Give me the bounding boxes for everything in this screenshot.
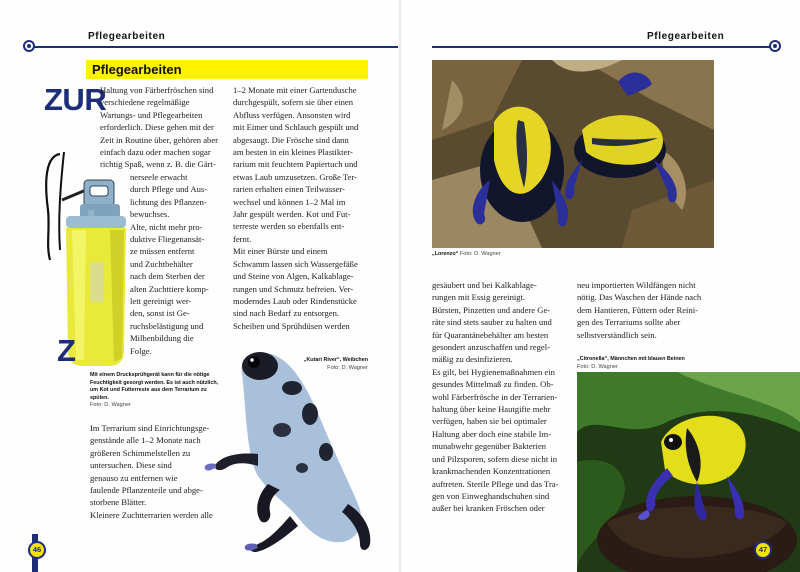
- left-col1-wrap: [130, 171, 222, 357]
- text-line: räte sind stets sauber zu halten und: [432, 317, 552, 328]
- text-line: gen von Einweghandschuhen sind: [432, 490, 550, 501]
- running-head-left: Pflegearbeiten: [88, 31, 166, 42]
- text-line: Im Terrarium sind Einrichtungsge-: [90, 423, 210, 433]
- text-line: duktive Fliegenansät-: [130, 234, 205, 245]
- text-line: genauso zu entfernen wie: [90, 472, 178, 483]
- text-line: Folge.: [130, 345, 152, 356]
- caption-credit: Foto: D. Wagner: [459, 251, 501, 257]
- caption-credit: Foto: D. Wagner: [577, 363, 618, 370]
- caption-text: „Kutari River“, Weibchen: [303, 357, 368, 363]
- text-line: krankmachenden Konzentrationen: [432, 466, 551, 477]
- text-line: außer bei kranken Fröschen oder: [432, 503, 545, 514]
- right-col1: [432, 279, 566, 515]
- citronella-caption: [577, 356, 777, 371]
- text-line: sind nach Bedarf zu entsorgen.: [233, 308, 340, 319]
- text-line: Milbenbildung die: [130, 333, 194, 344]
- text-line: bewuchses.: [130, 209, 170, 220]
- text-line: für Quarantänebehälter am besten: [432, 329, 549, 340]
- text-line: Bürsten, Pinzetten und andere Ge-: [432, 304, 551, 315]
- header-rule-cap-right: [769, 40, 781, 52]
- text-line: einfach dazu oder machen sogar: [100, 147, 211, 158]
- text-line: lett gereinigt wer-: [130, 296, 192, 307]
- text-line: wohl Färberfrösche in der Terrarien-: [432, 391, 558, 402]
- text-line: nach dem Sterben der: [130, 271, 205, 282]
- text-line: moderndes Laub oder Rindenstücke: [233, 295, 357, 306]
- caption-text: „Citronella“, Männchen mit blauen Beinen: [577, 356, 685, 362]
- text-line: größeren Schimmelstellen zu: [90, 447, 191, 458]
- text-line: durch Pflege und Aus-: [130, 184, 208, 195]
- text-line: untersuchen. Diese sind: [90, 460, 172, 471]
- right-page: [401, 0, 800, 572]
- kutari-frog-photo: [198, 344, 374, 556]
- text-line: ruchsbelästigung und: [130, 320, 204, 331]
- text-line: richtig Spaß, wenn z. B. die Gärt-: [100, 159, 216, 170]
- caption-credit: Foto: D. Wagner: [90, 402, 131, 409]
- dropcap-2: Z: [57, 333, 76, 368]
- text-line: Haltung aber doch eine stabile Im-: [432, 428, 552, 439]
- text-line: und Steine von Algen, Kalkablage-: [233, 271, 354, 282]
- text-line: und Pilzsporen, sofern diese nicht in: [432, 453, 558, 464]
- left-page: [0, 0, 399, 572]
- text-line: gesondert anzuschaffen und regel-: [432, 342, 550, 353]
- text-line: selbstverständlich sein.: [577, 329, 657, 340]
- text-line: erforderlich. Diese gehen mit der: [100, 122, 214, 133]
- text-line: Mit einer Bürste und einem: [233, 246, 328, 257]
- page-number-right: 47: [754, 541, 772, 559]
- text-line: neu importierten Wildfängen nicht: [577, 280, 696, 290]
- text-line: gen des Terrariums sollte aber: [577, 317, 681, 328]
- text-line: dem Hantieren, Füttern oder Reini-: [577, 304, 698, 315]
- text-line: auftreten. Sterile Pflege und das Tra-: [432, 478, 559, 489]
- right-col2: [577, 279, 715, 341]
- left-col1-intro: [100, 84, 222, 171]
- text-line: 1–2 Monate mit einer Gartendusche: [233, 85, 357, 95]
- text-line: Kleinere Zuchtterrarien werden alle: [90, 509, 213, 520]
- running-head-right: Pflegearbeiten: [647, 31, 725, 42]
- header-rule-left: [33, 46, 398, 48]
- text-line: rarien erhalten einen Teilwasser-: [233, 184, 345, 195]
- page-number-left: 46: [28, 541, 46, 559]
- dropcap: ZUR: [44, 82, 107, 117]
- caption-text: Mit einem Drucksprühgerät kann für die nötige Feuchtigkeit gesorgt werden. Es ist auch nützlich, um Kot und Futterreste aus dem Terrarium zu spülen.: [90, 372, 219, 401]
- text-line: rungen mit Essig gereinigt.: [432, 292, 526, 303]
- section-title: Pflegearbeiten: [86, 60, 368, 79]
- text-line: Zeit in Routine über, gehören aber: [100, 134, 219, 145]
- text-line: abgesaugt. Die Frösche sind dann: [233, 134, 349, 145]
- text-line: faulende Pflanzenteile und abge-: [90, 485, 203, 496]
- text-line: genstände alle 1–2 Monate nach: [90, 435, 201, 446]
- text-line: Schwamm lassen sich Wassergefäße: [233, 258, 358, 269]
- text-line: etwas Laub umzusetzen. Große Ter-: [233, 171, 357, 182]
- left-col2: [233, 84, 367, 332]
- text-line: gesundes Mittelmaß zu finden. Ob-: [432, 379, 554, 390]
- caption-credit: Foto: D. Wagner: [327, 364, 368, 371]
- text-line: Wartungs- und Pflegearbeiten: [100, 109, 203, 120]
- text-line: durchgespült, sofern sie über einen: [233, 97, 354, 108]
- text-line: den, sonst ist Ge-: [130, 308, 190, 319]
- text-line: nerseele erwacht: [130, 172, 188, 182]
- text-line: und Zuchtbehälter: [130, 258, 193, 269]
- text-line: verschiedene regelmäßige: [100, 97, 190, 108]
- lorenzo-frogs-photo: [432, 60, 714, 248]
- text-line: Alte, nicht mehr pro-: [130, 221, 203, 232]
- text-line: am besten in ein kleines Plastikter-: [233, 147, 353, 158]
- text-line: wechsel und können 1–2 Mal im: [233, 196, 346, 207]
- text-line: Es gilt, bei Hygienemaßnahmen ein: [432, 366, 555, 377]
- text-line: munabwehr gegenüber Bakterien: [432, 441, 547, 452]
- caption-text: „Lorenzo“: [432, 251, 459, 257]
- text-line: ze müssen entfernt: [130, 246, 195, 257]
- text-line: gesäubert und bei Kalkablage-: [432, 280, 537, 290]
- text-line: mäßig zu desinfizieren.: [432, 354, 513, 365]
- lorenzo-caption: [432, 251, 714, 259]
- text-line: alten Zuchttiere komp-: [130, 283, 209, 294]
- text-line: rungen und Schmutz befreien. Ver-: [233, 283, 354, 294]
- text-line: rarium mit feuchtem Papiertuch und: [233, 159, 358, 170]
- text-line: Haltung von Färberfröschen sind: [100, 85, 214, 95]
- text-line: Jahr gespült werden. Kot und Fut-: [233, 209, 351, 220]
- text-line: storbene Blätter.: [90, 497, 147, 508]
- sprayer-photo: [36, 150, 126, 370]
- text-line: fernt.: [233, 233, 252, 244]
- text-line: lichtung des Pflanzen-: [130, 196, 207, 207]
- text-line: haltung über keine Hautgifte mehr: [432, 404, 551, 415]
- text-line: nötig. Das Waschen der Hände nach: [577, 292, 702, 303]
- header-rule-right: [432, 46, 772, 48]
- text-line: Abfluss verfügen. Ansonsten wird: [233, 109, 351, 120]
- text-line: Scheiben und Sprühdüsen werden: [233, 320, 350, 331]
- text-line: verfügen, haben sie bei optimaler: [432, 416, 547, 427]
- text-line: terreste werden so ebenfalls ent-: [233, 221, 345, 232]
- text-line: mit Eimer und Schlauch gespült und: [233, 122, 359, 133]
